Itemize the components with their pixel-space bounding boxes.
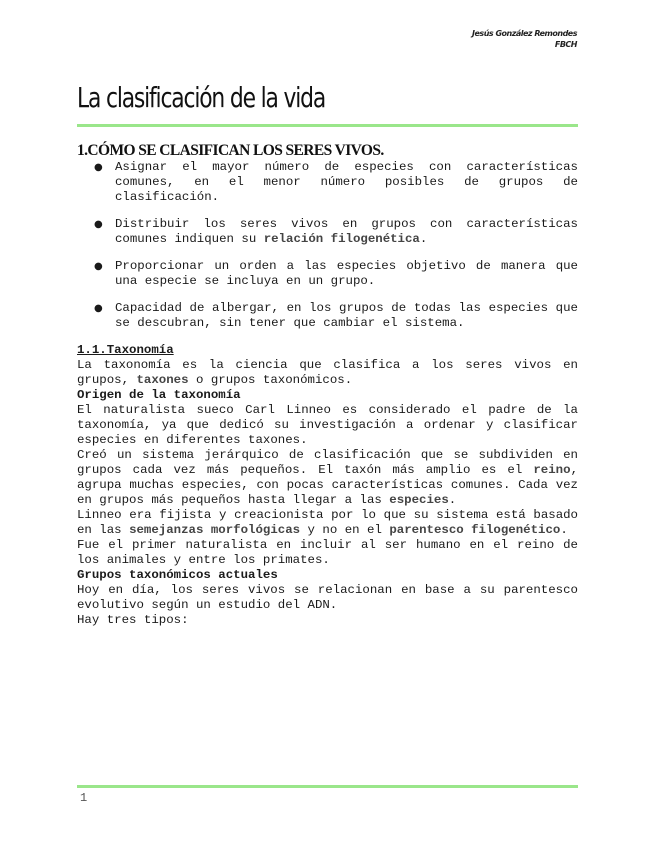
list-item: ● Distribuir los seres vivos en grupos con características comunes indiquen su relación filogenética.: [77, 217, 578, 247]
bold-term: especies: [389, 493, 449, 507]
groups-heading: Grupos taxonómicos actuales: [77, 568, 278, 582]
section-heading: 1.CÓMO SE CLASIFICAN LOS SERES VIVOS.: [77, 142, 384, 159]
paragraph: Hay tres tipos:: [77, 613, 189, 627]
title-divider: [77, 124, 578, 127]
author-name: Jesús González Remondes: [472, 29, 577, 38]
bold-term: relación filogenética: [263, 232, 420, 246]
course-code: FBCH: [554, 40, 577, 49]
bold-term: reino: [533, 463, 571, 477]
header-author-block: [472, 28, 577, 50]
paragraph: La taxonomía es la ciencia que clasifica a los seres vivos en grupos, taxones o grupos taxonómicos.: [77, 358, 578, 387]
paragraph: El naturalista sueco Carl Linneo es considerado el padre de la taxonomía, ya que dedicó su investigación a ordenar y clasificar especies en diferentes taxones.: [77, 403, 578, 447]
bold-term: taxones: [136, 373, 189, 387]
paragraph: Creó un sistema jerárquico de clasificación que se subdividen en grupos cada vez más pequeños. El taxón más amplio es el reino, agrupa muchas especies, con pocas características comunes. Cada vez en grupos más pequeños hasta llegar a las especies.: [77, 448, 578, 507]
list-item: ● Proporcionar un orden a las especies objetivo de manera que una especie se incluya en un grupo.: [77, 259, 578, 289]
paragraph: Hoy en día, los seres vivos se relacionan en base a su parentesco evolutivo según un estudio del ADN.: [77, 583, 578, 612]
paragraph: Fue el primer naturalista en incluir al ser humano en el reino de los animales y entre los primates.: [77, 538, 578, 567]
page-title: La clasificación de la vida: [77, 81, 326, 114]
list-item: ● Capacidad de albergar, en los grupos de todas las especies que se descubran, sin tener que cambiar el sistema.: [77, 301, 578, 331]
page-number: 1: [80, 791, 88, 805]
bold-term: semejanzas morfológicas: [129, 523, 301, 537]
footer-divider: [77, 785, 578, 788]
criteria-list: [77, 160, 578, 331]
bold-term: parentesco filogenético: [389, 523, 561, 537]
origin-heading: Origen de la taxonomía: [77, 388, 241, 402]
paragraph: Linneo era fijista y creacionista por lo que su sistema está basado en las semejanzas morfológicas y no en el parentesco filogenético.: [77, 508, 578, 537]
subsection-heading: 1.1.Taxonomía: [77, 343, 174, 357]
list-item: ● Asignar el mayor número de especies con características comunes, en el menor número posibles de grupos de clasificación.: [77, 160, 578, 205]
document-body: [77, 142, 578, 628]
